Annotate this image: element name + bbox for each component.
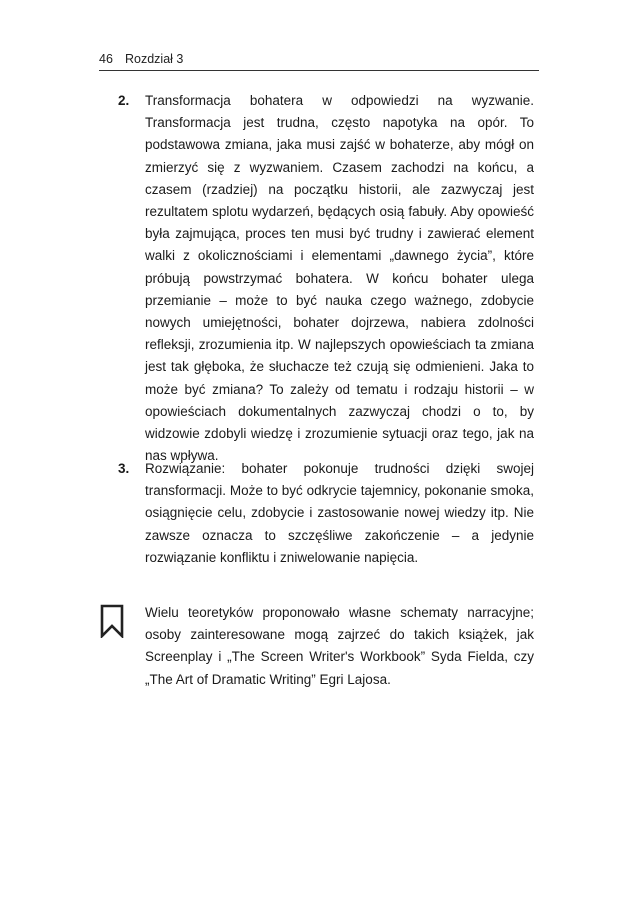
chapter-label: Rozdział 3	[125, 52, 184, 66]
list-item-number: 3.	[118, 461, 130, 476]
bookmark-icon	[99, 604, 125, 638]
header-rule	[99, 70, 539, 71]
list-item-text: Rozwiązanie: bohater pokonuje trudności dzięki swojej transformacji. Może to być odkrycie tajemnicy, pokonanie smoka, osiągnięcie celu, zdobycie i zastosowanie nowej wiedzy itp. Nie zawsze oznacza to szczęśliwe zakończenie – a jedynie rozwiązanie konfliktu i zniwelowanie napięcia.	[145, 461, 534, 565]
page-number: 46	[99, 52, 113, 66]
list-item-text: Transformacja bohatera w odpowiedzi na wyzwanie. Transformacja jest trudna, często napotyka na opór. To podstawowa zmiana, jaka musi zajść w bohaterze, aby mógł on zmierzyć się z wyzwaniem. Czasem zachodzi na końcu, a czasem (rzadziej) na początku historii, ale zazwyczaj jest rezultatem splotu wydarzeń, będących osią fabuły. Aby opowieść była zajmująca, proces ten musi być trudny i zawierać element walki z okolicznościami i elementami „dawnego życia”, które próbują powstrzymać bohatera. W końcu bohater ulega przemianie – może to być nauka czego ważnego, zdobycie nowych umiejętności, bohater dojrzewa, nabiera zdolności refleksji, zrozumienia itp. W najlepszych opowieściach ta zmiana jest tak głęboka, że słuchacze też czują się odmienieni. Jaka to może być zmiana? To zależy od tematu i rodzaju historii – w opowieściach dokumentalnych zazwyczaj chodzi o to, by widzowie zdobyli wiedzę i zrozumienie sytuacji oraz tego, jak na nas wpływa.	[145, 93, 534, 464]
list-item-number: 2.	[118, 93, 130, 108]
note-text: Wielu teoretyków proponowało własne schematy narracyjne; osoby zainteresowane mogą zajrzeć do takich książek, jak Screenplay i „The Screen Writer's Workbook” Syda Fielda, czy „The Art of Dramatic Writing” Egri Lajosa.	[145, 605, 534, 687]
running-header	[99, 50, 539, 68]
